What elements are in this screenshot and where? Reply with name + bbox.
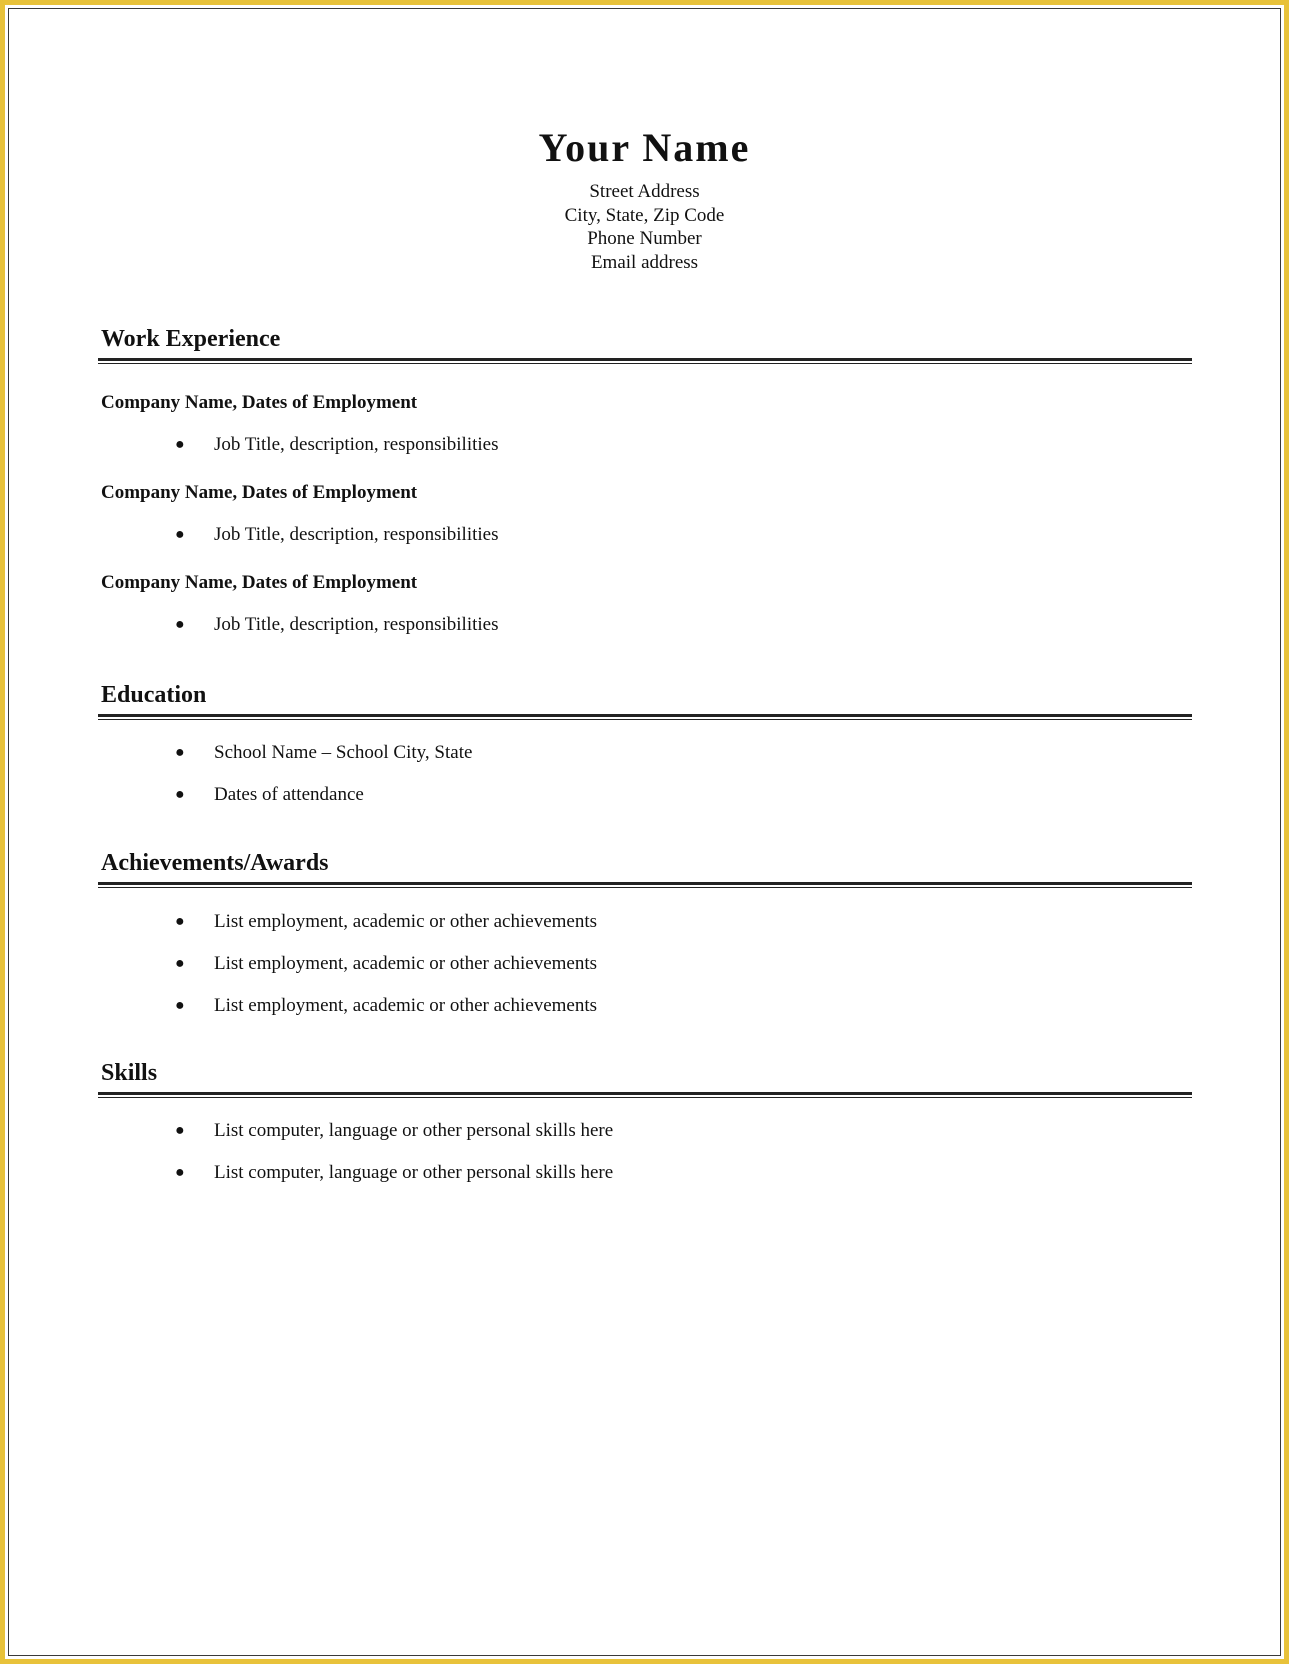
section-title-work: Work Experience xyxy=(101,326,281,352)
list-item xyxy=(98,783,1192,807)
bullet-icon: ● xyxy=(175,526,185,543)
list-item xyxy=(98,1161,1192,1185)
section-title-achievements: Achievements/Awards xyxy=(101,850,329,876)
list-item xyxy=(98,741,1192,765)
achievement-item-text: List employment, academic or other achievements xyxy=(214,953,598,974)
email-address: Email address xyxy=(590,251,699,273)
street-address: Street Address xyxy=(589,181,700,202)
bullet-icon: ● xyxy=(175,744,185,761)
list-item xyxy=(98,523,1192,547)
work-company: Company Name, Dates of Employment xyxy=(101,482,418,503)
bullet-icon: ● xyxy=(175,955,185,972)
bullet-icon: ● xyxy=(175,913,185,930)
bullet-icon: ● xyxy=(175,997,185,1014)
bullet-icon: ● xyxy=(175,1164,185,1181)
skill-item-text: List computer, language or other personal skills here xyxy=(214,1162,614,1183)
section-title-education: Education xyxy=(101,682,207,708)
section-title-skills: Skills xyxy=(101,1060,158,1086)
bullet-icon: ● xyxy=(175,1122,185,1139)
list-item xyxy=(98,1119,1192,1143)
education-item-text: School Name – School City, State xyxy=(214,742,473,763)
list-item xyxy=(98,952,1192,976)
achievement-item-text: List employment, academic or other achievements xyxy=(214,995,598,1016)
list-item xyxy=(98,910,1192,934)
skill-item-text: List computer, language or other personal skills here xyxy=(214,1120,614,1141)
phone-number: Phone Number xyxy=(587,228,702,249)
city-state-zip: City, State, Zip Code xyxy=(564,204,725,226)
list-item xyxy=(98,613,1192,637)
bullet-icon: ● xyxy=(175,616,185,633)
list-item xyxy=(98,994,1192,1018)
work-bullet-text: Job Title, description, responsibilities xyxy=(214,614,499,635)
bullet-icon: ● xyxy=(175,436,185,453)
education-item-text: Dates of attendance xyxy=(214,784,364,805)
list-item xyxy=(98,433,1192,457)
section-work-experience xyxy=(98,324,1192,637)
section-education xyxy=(98,680,1192,807)
bullet-icon: ● xyxy=(175,786,185,803)
section-achievements xyxy=(98,848,1192,1018)
work-company: Company Name, Dates of Employment xyxy=(101,572,418,593)
section-skills xyxy=(98,1058,1192,1185)
work-bullet-text: Job Title, description, responsibilities xyxy=(214,434,499,455)
achievement-item-text: List employment, academic or other achievements xyxy=(214,911,598,932)
resume-name: Your Name xyxy=(538,125,751,170)
resume-header xyxy=(0,124,1289,274)
work-company: Company Name, Dates of Employment xyxy=(101,392,418,413)
work-bullet-text: Job Title, description, responsibilities xyxy=(214,524,499,545)
